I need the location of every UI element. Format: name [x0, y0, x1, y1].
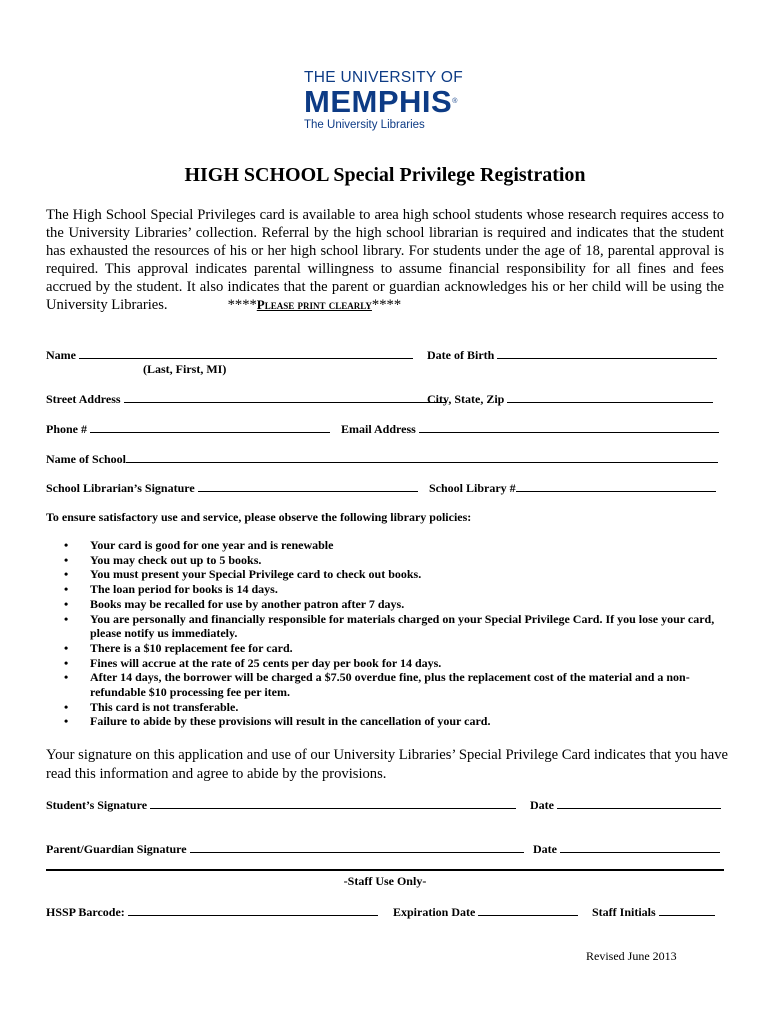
street-field[interactable]	[46, 391, 446, 407]
student-date-label: Date	[530, 798, 554, 812]
dob-line[interactable]	[497, 347, 717, 359]
student-date-line[interactable]	[557, 797, 721, 809]
barcode-field[interactable]	[46, 904, 378, 920]
policy-text: Books may be recalled for use by another patron after 7 days.	[90, 596, 405, 611]
policy-intro: To ensure satisfactory use and service, please observe the following library policies:	[46, 510, 472, 524]
street-label: Street Address	[46, 392, 121, 406]
initials-label: Staff Initials	[592, 905, 656, 919]
parent-date-field[interactable]	[533, 841, 720, 857]
email-field[interactable]	[341, 421, 719, 437]
print-clearly-note	[228, 297, 402, 313]
parent-signature-field[interactable]	[46, 841, 524, 857]
initials-field[interactable]	[592, 904, 715, 920]
school-library-label: School Library #	[429, 481, 516, 495]
list-item	[46, 670, 728, 699]
policy-text: Fines will accrue at the rate of 25 cents per day per book for 14 days.	[90, 655, 442, 670]
librarian-signature-field[interactable]	[46, 480, 418, 496]
street-line[interactable]	[124, 391, 446, 403]
staff-heading: -Staff Use Only-	[343, 874, 427, 888]
name-line[interactable]	[79, 347, 413, 359]
dob-field[interactable]	[427, 347, 717, 363]
expiration-field[interactable]	[393, 904, 578, 920]
list-item	[46, 641, 728, 656]
stars-right: ****	[371, 297, 402, 314]
list-item	[46, 714, 728, 729]
list-item	[46, 553, 728, 568]
phone-label: Phone #	[46, 422, 88, 436]
page-title: HIGH SCHOOL Special Privilege Registration	[184, 164, 586, 186]
policy-text: There is a $10 replacement fee for card.	[90, 640, 293, 655]
school-library-field[interactable]	[429, 480, 716, 496]
policy-text: You must present your Special Privilege card to check out books.	[90, 567, 422, 582]
policy-text: Your card is good for one year and is renewable	[90, 538, 334, 552]
agreement-paragraph: Your signature on this application and use of our University Libraries’ Special Privilege Card indicates that you have read this information and agree to abide by the provisions.	[46, 747, 728, 782]
policy-text: The loan period for books is 14 days.	[90, 582, 278, 597]
phone-line[interactable]	[90, 421, 330, 433]
bullet-icon: •	[64, 640, 69, 655]
bullet-icon: •	[64, 699, 69, 714]
initials-line[interactable]	[659, 904, 715, 916]
bullet-icon: •	[64, 714, 69, 729]
student-signature-line[interactable]	[150, 797, 516, 809]
city-label: City, State, Zip	[427, 392, 505, 406]
bullet-icon: •	[64, 582, 69, 597]
stars-left: ****	[227, 297, 257, 314]
school-label: Name of School	[46, 452, 126, 466]
revised-date: Revised June 2013	[586, 949, 677, 963]
name-field[interactable]	[46, 347, 413, 363]
parent-signature-line[interactable]	[190, 841, 524, 853]
student-date-field[interactable]	[530, 797, 721, 813]
policy-text: Failure to abide by these provisions will result in the cancellation of your card.	[90, 714, 491, 729]
intro-text: The High School Special Privileges card is available to area high school students whose research requires access to the University Libraries’ collection. Referral by the high school librarian is required and indicates that the student has exhausted the resources of his or her high school library. For students under the age of 18, parental approval is required. This approval indicates parental willingness to assume financial responsibility for all fines and fees accrued by the student. It also indicates that the parent or guardian acknowledges his or her child will be using the University Libraries.	[46, 207, 724, 314]
dob-label: Date of Birth	[427, 348, 495, 362]
expiration-line[interactable]	[478, 904, 578, 916]
bullet-icon: •	[64, 538, 69, 552]
list-item	[46, 597, 728, 612]
registered-mark: ®	[452, 98, 458, 105]
email-label: Email Address	[341, 422, 416, 436]
bullet-icon: •	[64, 552, 69, 567]
name-hint: (Last, First, MI)	[143, 362, 227, 376]
list-item	[46, 567, 728, 582]
policy-text: This card is not transferable.	[90, 699, 239, 714]
parent-date-line[interactable]	[560, 841, 720, 853]
policy-list	[46, 538, 728, 729]
phone-field[interactable]	[46, 421, 330, 437]
list-item	[46, 582, 728, 597]
list-item	[46, 612, 728, 641]
school-field[interactable]	[46, 451, 718, 467]
university-logo	[304, 70, 474, 132]
bullet-icon: •	[64, 567, 69, 582]
librarian-signature-label: School Librarian’s Signature	[46, 481, 195, 495]
logo-wordmark: MEMPHIS	[304, 84, 453, 119]
staff-divider	[46, 869, 724, 871]
policy-text: You are personally and financially responsible for materials charged on your Special Privilege Card. If you lose your card, please notify us immediately.	[90, 611, 715, 641]
policy-text: After 14 days, the borrower will be charged a $7.50 overdue fine, plus the replacement cost of the material and a non-refundable $10 processing fee per item.	[90, 670, 690, 700]
city-field[interactable]	[427, 391, 713, 407]
student-signature-label: Student’s Signature	[46, 798, 148, 812]
student-signature-field[interactable]	[46, 797, 516, 813]
policy-text: You may check out up to 5 books.	[90, 552, 262, 567]
logo-line-1: THE UNIVERSITY OF	[304, 69, 463, 86]
intro-paragraph	[46, 206, 724, 315]
list-item	[46, 538, 728, 553]
bullet-icon: •	[64, 655, 69, 670]
parent-date-label: Date	[533, 842, 557, 856]
bullet-icon: •	[64, 670, 69, 685]
list-item	[46, 656, 728, 671]
name-label: Name	[46, 348, 76, 362]
barcode-label: HSSP Barcode:	[46, 905, 125, 919]
city-line[interactable]	[507, 391, 713, 403]
librarian-signature-line[interactable]	[198, 480, 418, 492]
school-line[interactable]	[126, 451, 718, 463]
email-line[interactable]	[419, 421, 719, 433]
logo-line-2	[304, 86, 474, 118]
bullet-icon: •	[64, 611, 69, 626]
expiration-label: Expiration Date	[393, 905, 476, 919]
list-item	[46, 700, 728, 715]
parent-signature-label: Parent/Guardian Signature	[46, 842, 187, 856]
barcode-line[interactable]	[128, 904, 378, 916]
bullet-icon: •	[64, 596, 69, 611]
logo-line-3: The University Libraries	[304, 119, 425, 131]
school-library-line[interactable]	[516, 480, 716, 492]
print-clearly-text: Please print clearly	[256, 297, 372, 313]
